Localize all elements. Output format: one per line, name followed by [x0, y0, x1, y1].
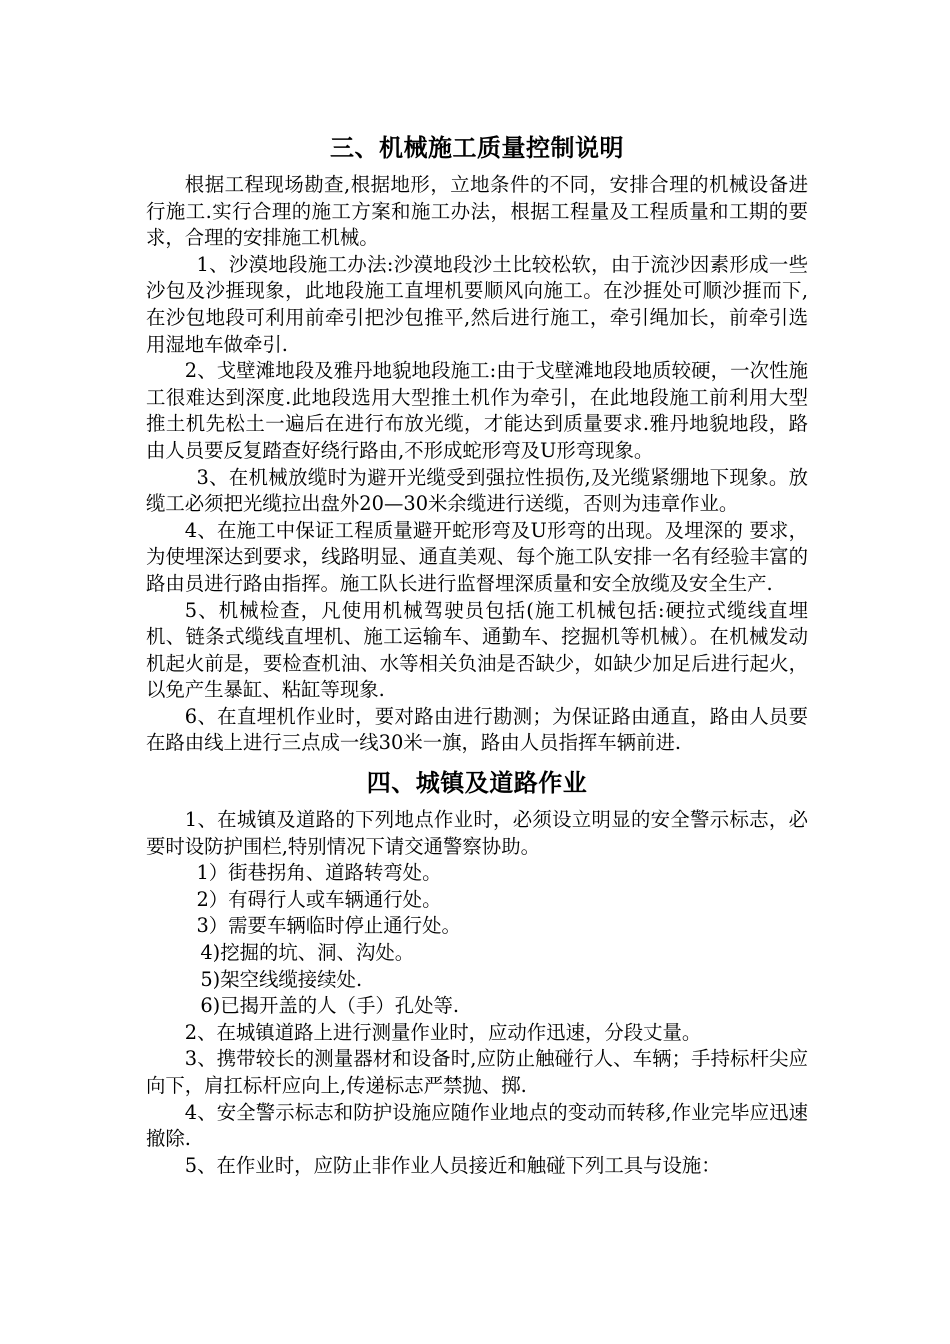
- section-4-item-2: 2、在城镇道路上进行测量作业时，应动作迅速，分段丈量。: [184, 1020, 702, 1044]
- section-3-item-4: 4、在施工中保证工程质量避开蛇形弯及U形弯的出现。及埋深的 要求，为使埋深达到要求，线路明显、通直美观、每个施工队安排一名有经验丰富的路由员进行路由指挥。施工队长进行监督埋深质量和安全放缆及安全生产.: [146, 518, 808, 595]
- section-4-title: 四、城镇及道路作业: [366, 768, 588, 798]
- section-4-item-5: 5、在作业时，应防止非作业人员接近和触碰下列工具与设施：: [184, 1153, 721, 1177]
- section-3-item-6: 6、在直埋机作业时，要对路由进行勘测；为保证路由通直，路由人员要在路由线上进行三点成一线30米一旗，路由人员指挥车辆前进.: [146, 704, 808, 755]
- section-3-intro-paragraph: 根据工程现场勘查,根据地形，立地条件的不同，安排合理的机械设备进行施工.实行合理的施工方案和施工办法，根据工程量及工程质量和工期的要求，合理的安排施工机械。: [146, 173, 808, 250]
- section-4-subitem-6: 6)已揭开盖的人（手）孔处等.: [200, 994, 460, 1018]
- section-3-item-2: 2、戈壁滩地段及雅丹地貌地段施工:由于戈壁滩地段地质较硬，一次性施工很难达到深度.此地段选用大型推土机作为牵引，在此地段施工前利用大型推土机先松土一遍后在进行布放光缆，才能达到质量要求.雅丹地貌地段，路由人员要反复踏查好绕行路由,不形成蛇形弯及U形弯现象。: [146, 359, 808, 462]
- section-4-subitem-5: 5)架空线缆接续处.: [200, 967, 363, 991]
- section-3-item-1: 1、沙漠地段施工办法:沙漠地段沙土比较松软，由于流沙因素形成一些沙包及沙捱现象，此地段施工直埋机要顺风向施工。在沙捱处可顺沙捱而下,在沙包地段可利用前牵引把沙包推平,然后进行施工，牵引绳加长，前牵引选用湿地车做牵引.: [146, 252, 808, 356]
- section-4-item-3: 3、携带较长的测量器材和设备时,应防止触碰行人、车辆；手持标杆尖应向下，肩扛标杆应向上,传递标志严禁抛、掷.: [146, 1047, 808, 1097]
- section-4-subitem-4: 4)挖掘的坑、洞、沟处。: [200, 941, 415, 965]
- section-3-item-5: 5、机械检查，凡使用机械驾驶员包括(施工机械包括:硬拉式缆线直埋机、链条式缆线直埋机、施工运输车、通勤车、挖掘机等机械）。在机械发动机起火前是，要检查机油、水等相关负油是否缺少，如缺少加足后进行起火，以免产生暴缸、粘缸等现象.: [146, 598, 808, 702]
- section-4-subitem-3: 3）需要车辆临时停止通行处。: [196, 914, 461, 938]
- section-4-item-4: 4、安全警示标志和防护设施应随作业地点的变动而转移,作业完毕应迅速撤除.: [146, 1100, 808, 1151]
- section-4-item-1: 1、在城镇及道路的下列地点作业时，必须设立明显的安全警示标志，必要时设防护围栏,特别情况下请交通警察协助。: [146, 808, 808, 858]
- section-4-subitem-2: 2）有碍行人或车辆通行处。: [196, 887, 442, 911]
- section-3-item-3: 3、在机械放缆时为避开光缆受到强拉性损伤,及光缆紧绷地下现象。放缆工必须把光缆拉出盘外20—30米余缆进行送缆，否则为违章作业。: [146, 465, 808, 516]
- document-content: [146, 130, 808, 1179]
- section-4-subitem-1: 1）街巷拐角、道路转弯处。: [196, 861, 442, 885]
- section-3-title: 三、机械施工质量控制说明: [330, 133, 624, 162]
